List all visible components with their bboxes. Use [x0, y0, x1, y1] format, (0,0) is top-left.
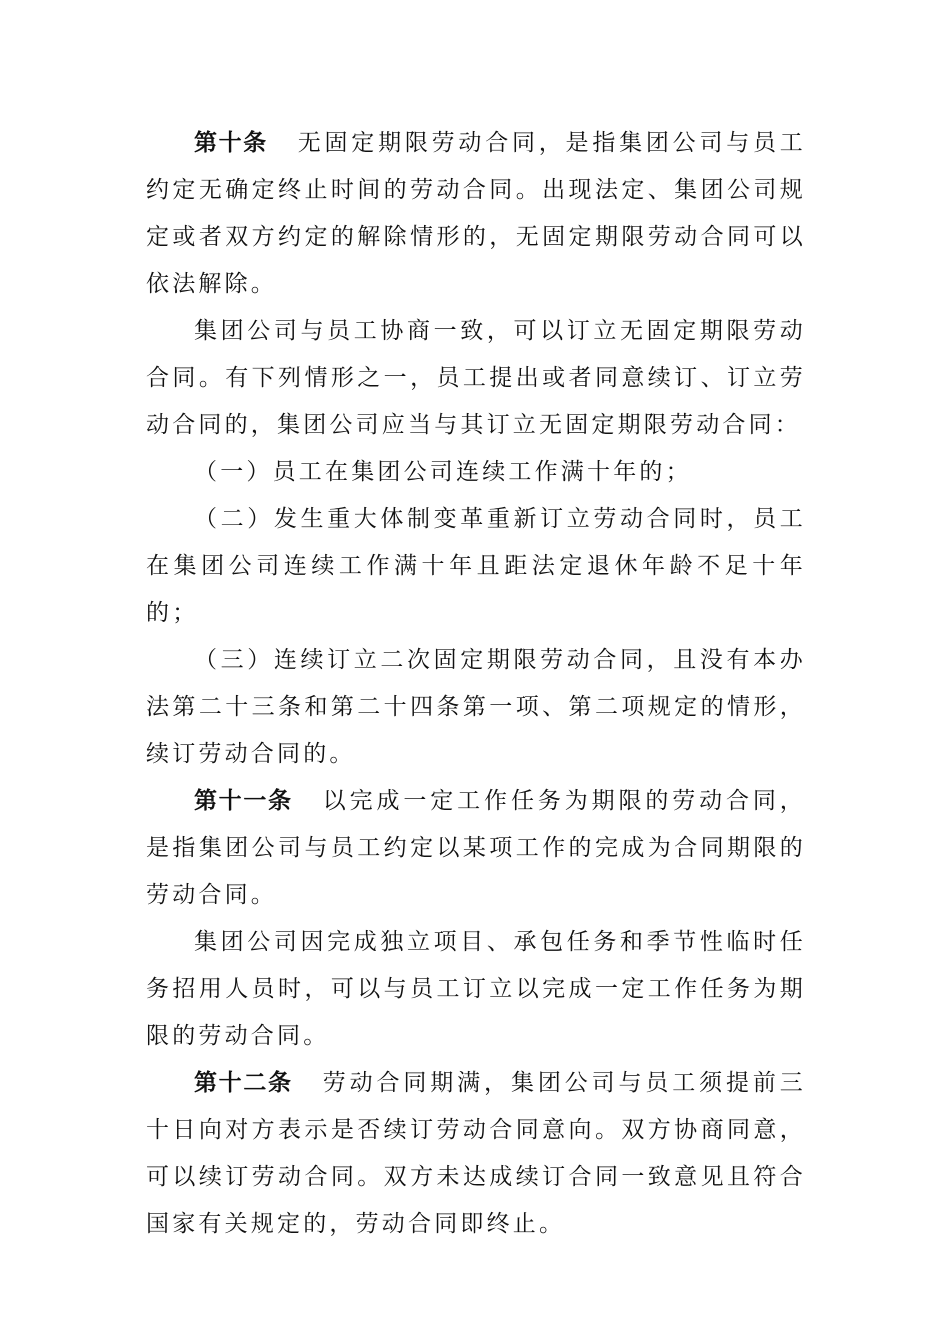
paragraph-text: （二）发生重大体制变革重新订立劳动合同时，员工在集团公司连续工作满十年且距法定退休年龄不足十年的； — [146, 506, 806, 626]
article-heading: 第十一条 — [194, 788, 293, 814]
article-heading: 第十二条 — [194, 1070, 293, 1096]
list-item-2 — [146, 496, 806, 637]
article-10-paragraph — [146, 120, 806, 308]
paragraph-text: 劳动合同期满，集团公司与员工须提前三十日向对方表示是否续订劳动合同意向。双方协商同意，可以续订劳动合同。双方未达成续订合同一致意见且符合国家有关规定的，劳动合同即终止。 — [146, 1070, 806, 1237]
paragraph-text: 集团公司因完成独立项目、承包任务和季节性临时任务招用人员时，可以与员工订立以完成一定工作任务为期限的劳动合同。 — [146, 929, 806, 1049]
article-11-body-paragraph — [146, 919, 806, 1060]
list-item-3 — [146, 637, 806, 778]
list-item-1 — [146, 449, 806, 496]
paragraph-text: （一）员工在集团公司连续工作满十年的； — [194, 459, 692, 485]
paragraph-text: 集团公司与员工协商一致，可以订立无固定期限劳动合同。有下列情形之一，员工提出或者同意续订、订立劳动合同的，集团公司应当与其订立无固定期限劳动合同： — [146, 318, 806, 438]
paragraph-text: 无固定期限劳动合同，是指集团公司与员工约定无确定终止时间的劳动合同。出现法定、集团公司规定或者双方约定的解除情形的，无固定期限劳动合同可以依法解除。 — [146, 130, 806, 297]
document-body — [146, 120, 806, 1248]
paragraph-text: 以完成一定工作任务为期限的劳动合同，是指集团公司与员工约定以某项工作的完成为合同期限的劳动合同。 — [146, 788, 806, 908]
article-12-paragraph — [146, 1060, 806, 1248]
article-11-paragraph — [146, 778, 806, 919]
article-10-body-paragraph — [146, 308, 806, 449]
article-heading: 第十条 — [194, 130, 268, 156]
paragraph-text: （三）连续订立二次固定期限劳动合同，且没有本办法第二十三条和第二十四条第一项、第二项规定的情形，续订劳动合同的。 — [146, 647, 806, 767]
